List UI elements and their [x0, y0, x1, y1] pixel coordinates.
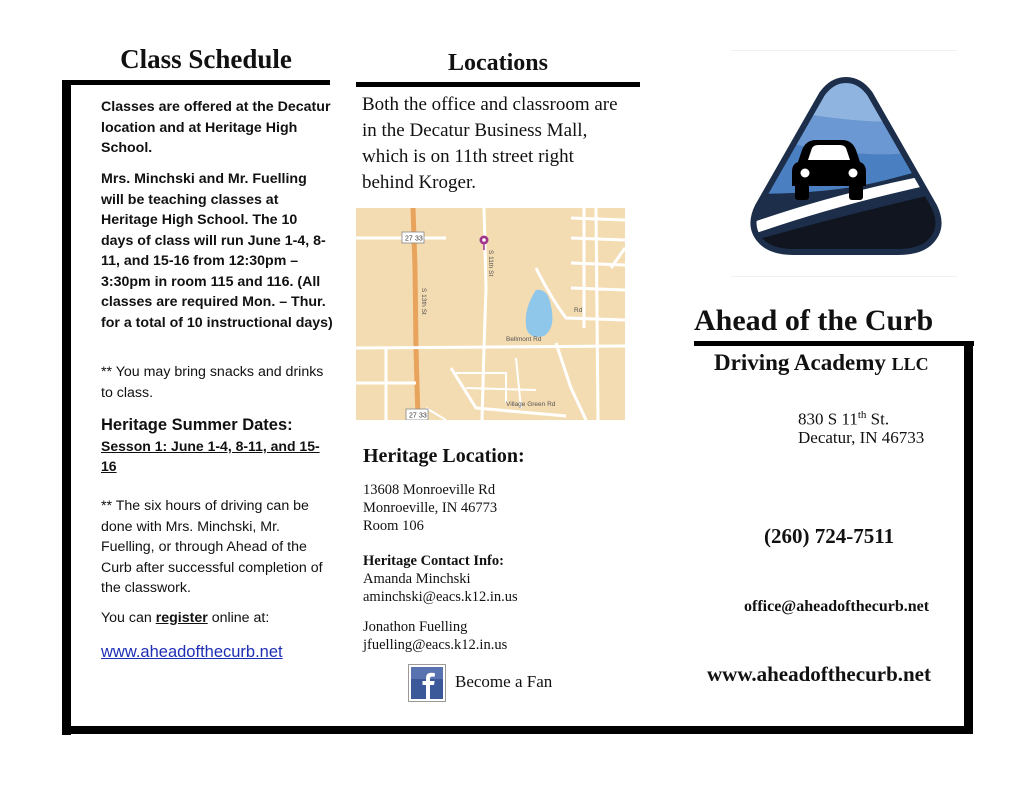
academy-logo [748, 74, 944, 261]
register-link[interactable]: register [155, 610, 208, 626]
register-prefix: You can [101, 610, 156, 626]
col1-left-bar [62, 80, 71, 735]
contact-name: Amanda Minchski [363, 571, 471, 587]
street-label: S 13th St [420, 288, 427, 315]
academy-subtitle-text: Driving Academy [714, 350, 886, 375]
heritage-contact [363, 552, 518, 606]
academy-subtitle [714, 350, 929, 376]
heritage-address [363, 481, 497, 535]
location-map[interactable] [356, 208, 625, 420]
map-graphic [356, 208, 625, 420]
heritage-location-title: Heritage Location: [363, 445, 525, 467]
street-label: S 11th St [487, 250, 494, 277]
car-road-logo-icon [748, 74, 944, 256]
become-fan-label[interactable]: Become a Fan [455, 672, 553, 691]
col2-top-bar [356, 82, 640, 87]
snacks-note: ** You may bring snacks and drinks to class. [101, 364, 324, 401]
col1-top-bar [62, 80, 330, 85]
summer-dates-block [101, 414, 333, 476]
address-ordinal: th [857, 409, 867, 421]
contact-name: Jonathon Fuelling [363, 619, 468, 635]
schedule-details: Mrs. Minchski and Mr. Fuelling will be teaching classes at Heritage High School. The 10 days of class will run June 1-4, 8-11, and 15-16 from 12:30pm – 3:30pm in room 115 and 116. (All classes are required Mon. – Thur. for a total of 10 instructional days) [101, 171, 333, 331]
address-street-number: 830 S 11 [798, 409, 858, 429]
logo-rule-bottom [731, 276, 957, 277]
street-label: Bellmont Rd [506, 336, 542, 343]
contact-heading: Heritage Contact Info: [363, 553, 504, 569]
website-line [101, 642, 333, 664]
facebook-icon [408, 664, 446, 702]
contact-email[interactable]: aminchski@eacs.k12.in.us [363, 589, 518, 605]
route-label: 27 [409, 412, 417, 420]
col3-top-bar [694, 341, 974, 346]
bottom-bar [62, 726, 972, 734]
col3-right-bar [964, 341, 973, 734]
route-label: 27 [405, 235, 413, 243]
street-label: Village Green Rd [506, 401, 556, 408]
academy-suffix: LLC [891, 354, 929, 374]
website-link[interactable]: www.aheadofthecurb.net [101, 643, 283, 661]
logo-rule-top [731, 50, 957, 51]
heritage-address-line: 13608 Monroeville Rd [363, 482, 496, 498]
driving-note: ** The six hours of driving can be done with Mrs. Minchski, Mr. Fuelling, or through Ahead of the Curb after successful completion of the classwork. [101, 498, 323, 596]
email-address[interactable]: office@aheadofthecurb.net [744, 598, 930, 615]
brand-website[interactable]: www.aheadofthecurb.net [707, 662, 931, 686]
route-label: 33 [419, 412, 427, 420]
facebook-fan-link[interactable] [408, 664, 446, 707]
heritage-contact-2 [363, 618, 507, 654]
address-city: Decatur, IN 46733 [798, 428, 925, 447]
heritage-address-line: Monroeville, IN 46773 [363, 500, 498, 516]
heritage-address-line: Room 106 [363, 518, 424, 534]
academy-name: Ahead of the Curb [694, 304, 934, 337]
contact-email[interactable]: jfuelling@eacs.k12.in.us [363, 637, 508, 653]
class-schedule-title: Class Schedule [120, 44, 292, 74]
phone-number[interactable]: (260) 724-7511 [764, 524, 895, 548]
address-street-suffix: St. [866, 409, 890, 429]
register-suffix: online at: [207, 610, 270, 626]
street-label: Rd [574, 307, 583, 314]
locations-title: Locations [447, 50, 548, 76]
session-dates: Sesson 1: June 1-4, 8-11, and 15-16 [101, 438, 320, 474]
register-line [101, 608, 333, 629]
locations-description: Both the office and classroom are in the Decatur Business Mall, which is on 11th street right behind Kroger. [362, 94, 618, 193]
summer-dates-heading: Heritage Summer Dates: [101, 416, 293, 434]
schedule-intro: Classes are offered at the Decatur location and at Heritage High School. [101, 99, 331, 156]
route-label: 33 [415, 235, 423, 243]
